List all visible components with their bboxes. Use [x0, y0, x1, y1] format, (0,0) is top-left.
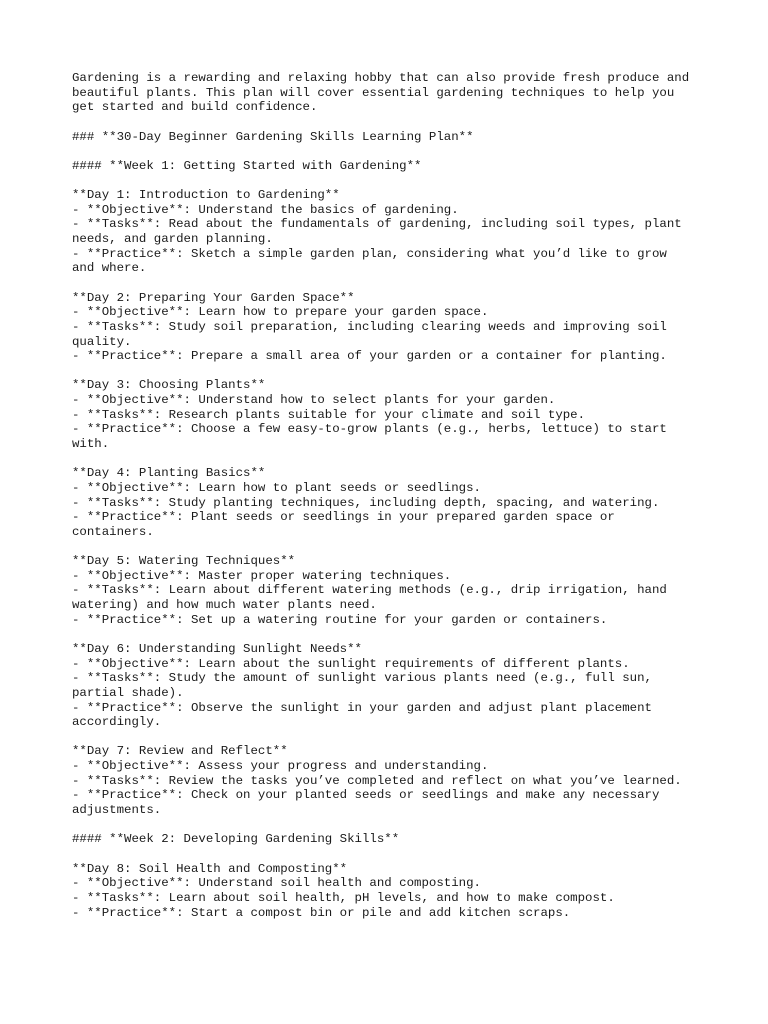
- text-line: - **Objective**: Learn how to plant seeds or seedlings.: [72, 480, 481, 495]
- text-line: - **Objective**: Learn how to prepare your garden space.: [72, 305, 489, 320]
- text-line: - **Tasks**: Review the tasks you’ve completed and reflect on what you’ve learned.: [72, 773, 682, 788]
- text-line: - **Practice**: Sketch a simple garden plan, considering what you’d like to grow: [72, 246, 667, 261]
- text-line: quality.: [72, 334, 132, 349]
- text-line: - **Practice**: Prepare a small area of your garden or a container for planting.: [72, 349, 667, 364]
- text-line: **Day 1: Introduction to Gardening**: [72, 188, 340, 203]
- blank-line: [72, 627, 712, 642]
- text-line: and where.: [72, 261, 147, 276]
- blank-line: [72, 276, 712, 291]
- blank-line: [72, 173, 712, 188]
- text-line: - **Objective**: Understand the basics of gardening.: [72, 202, 459, 217]
- blank-line: [72, 818, 712, 833]
- blank-line: [72, 144, 712, 159]
- text-line: - **Tasks**: Read about the fundamentals of gardening, including soil types, plant: [72, 217, 682, 232]
- text-line: **Day 2: Preparing Your Garden Space**: [72, 290, 355, 305]
- blank-line: [72, 452, 712, 467]
- text-line: - **Tasks**: Study soil preparation, including clearing weeds and improving soil: [72, 319, 667, 334]
- document-page: [72, 71, 712, 920]
- text-line: - **Practice**: Plant seeds or seedlings in your prepared garden space or: [72, 510, 615, 525]
- text-line: - **Objective**: Assess your progress and understanding.: [72, 759, 489, 774]
- blank-line: [72, 847, 712, 862]
- text-line: with.: [72, 437, 110, 452]
- text-line: - **Objective**: Master proper watering techniques.: [72, 568, 452, 583]
- text-line: accordingly.: [72, 715, 162, 730]
- text-line: #### **Week 1: Getting Started with Gardening**: [72, 158, 422, 173]
- text-line: **Day 4: Planting Basics**: [72, 466, 266, 481]
- text-line: - **Objective**: Understand how to select plants for your garden.: [72, 393, 556, 408]
- blank-line: [72, 115, 712, 130]
- text-line: #### **Week 2: Developing Gardening Skills**: [72, 832, 400, 847]
- text-line: partial shade).: [72, 685, 184, 700]
- text-line: - **Practice**: Set up a watering routine for your garden or containers.: [72, 612, 608, 627]
- text-line: - **Tasks**: Research plants suitable for your climate and soil type.: [72, 407, 586, 422]
- text-line: - **Practice**: Check on your planted seeds or seedlings and make any necessary: [72, 788, 660, 803]
- text-line: **Day 7: Review and Reflect**: [72, 744, 288, 759]
- text-line: - **Objective**: Learn about the sunlight requirements of different plants.: [72, 656, 630, 671]
- text-line: - **Tasks**: Study the amount of sunlight various plants need (e.g., full sun,: [72, 671, 652, 686]
- text-line: **Day 3: Choosing Plants**: [72, 378, 266, 393]
- text-line: get started and build confidence.: [72, 100, 318, 115]
- text-line: beautiful plants. This plan will cover essential gardening techniques to help you: [72, 85, 675, 100]
- text-line: - **Tasks**: Learn about different watering methods (e.g., drip irrigation, hand: [72, 583, 667, 598]
- text-line: adjustments.: [72, 803, 162, 818]
- text-line: watering) and how much water plants need.: [72, 598, 377, 613]
- text-line: Gardening is a rewarding and relaxing hobby that can also provide fresh produce and: [72, 71, 690, 85]
- text-line: - **Objective**: Understand soil health and composting.: [72, 876, 481, 891]
- text-line: - **Practice**: Observe the sunlight in your garden and adjust plant placement: [72, 700, 652, 715]
- text-line: **Day 8: Soil Health and Composting**: [72, 861, 348, 876]
- text-line: ### **30-Day Beginner Gardening Skills Learning Plan**: [72, 129, 474, 144]
- text-line: - **Practice**: Choose a few easy-to-grow plants (e.g., herbs, lettuce) to start: [72, 422, 667, 437]
- blank-line: [72, 364, 712, 379]
- text-line: - **Practice**: Start a compost bin or pile and add kitchen scraps.: [72, 905, 571, 920]
- blank-line: [72, 540, 712, 555]
- text-line: needs, and garden planning.: [72, 232, 273, 247]
- text-line: - **Tasks**: Learn about soil health, pH levels, and how to make compost.: [72, 890, 615, 905]
- text-line: **Day 5: Watering Techniques**: [72, 554, 296, 569]
- text-line: - **Tasks**: Study planting techniques, including depth, spacing, and watering.: [72, 495, 660, 510]
- text-line: **Day 6: Understanding Sunlight Needs**: [72, 641, 362, 656]
- text-line: containers.: [72, 524, 154, 539]
- blank-line: [72, 730, 712, 745]
